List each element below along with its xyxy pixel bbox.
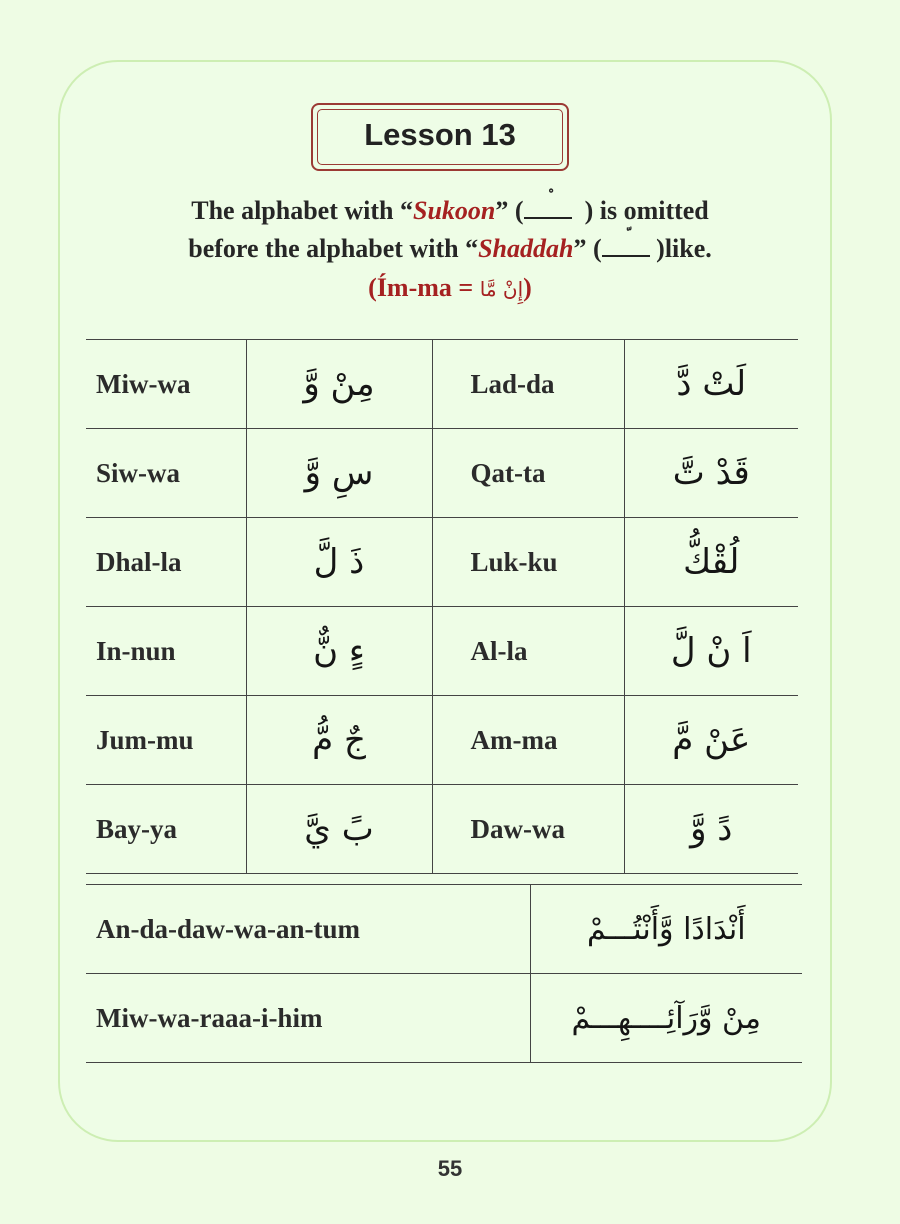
- intro-line-1: The alphabet with “Sukoon” ( ) is omitted: [191, 196, 709, 225]
- translit-cell: In-nun: [86, 607, 246, 696]
- arabic-cell: لَتْ دَّ: [624, 340, 798, 429]
- lesson-title-box: [311, 103, 569, 171]
- arabic-cell: عَنْ مَّ: [624, 696, 798, 785]
- arabic-cell: مِنْ وَّ: [246, 340, 432, 429]
- lesson-wide-table: [86, 884, 802, 1063]
- table-row: [86, 340, 798, 429]
- shaddah-word: Shaddah: [478, 234, 574, 263]
- arabic-cell: ذَ لَّ: [246, 518, 432, 607]
- translit-cell: Qat-ta: [432, 429, 624, 518]
- shaddah-mark: [602, 241, 650, 257]
- arabic-cell: جٌ مُّ: [246, 696, 432, 785]
- table-row: [86, 974, 802, 1063]
- table-row: [86, 885, 802, 974]
- arabic-cell: أَنْدَادًا وَّأَنْتُـــمْ: [530, 885, 802, 974]
- lesson-title: Lesson 13: [364, 117, 516, 152]
- table-row: [86, 785, 798, 874]
- table-row: [86, 429, 798, 518]
- arabic-cell: سِ وَّ: [246, 429, 432, 518]
- translit-cell: Dhal-la: [86, 518, 246, 607]
- sukoon-word: Sukoon: [413, 196, 496, 225]
- table-row: [86, 696, 798, 785]
- table-row: [86, 518, 798, 607]
- translit-cell: Siw-wa: [86, 429, 246, 518]
- translit-cell: An-da-daw-wa-an-tum: [86, 885, 530, 974]
- translit-cell: Miw-wa: [86, 340, 246, 429]
- arabic-cell: مِنْ وَّرَآئِــــهِـــمْ: [530, 974, 802, 1063]
- translit-cell: Bay-ya: [86, 785, 246, 874]
- translit-cell: Al-la: [432, 607, 624, 696]
- translit-cell: Jum-mu: [86, 696, 246, 785]
- arabic-cell: ءٍ نٌّ: [246, 607, 432, 696]
- arabic-cell: بً يَّ: [246, 785, 432, 874]
- sukoon-mark: [524, 203, 572, 219]
- arabic-cell: دً وَّ: [624, 785, 798, 874]
- page-number: 55: [437, 1156, 463, 1181]
- translit-cell: Am-ma: [432, 696, 624, 785]
- intro-line-2: before the alphabet with “Shaddah” ( )like.: [188, 234, 712, 263]
- intro-example: (Ím-ma = إِنْ مَّا): [368, 273, 532, 302]
- arabic-cell: اَ نْ لَّ: [624, 607, 798, 696]
- table-row: [86, 607, 798, 696]
- translit-cell: Luk-ku: [432, 518, 624, 607]
- translit-cell: Miw-wa-raaa-i-him: [86, 974, 530, 1063]
- lesson-table: [86, 339, 798, 874]
- arabic-cell: قَدْ تَّ: [624, 429, 798, 518]
- translit-cell: Daw-wa: [432, 785, 624, 874]
- arabic-cell: لُقْكُّ: [624, 518, 798, 607]
- translit-cell: Lad-da: [432, 340, 624, 429]
